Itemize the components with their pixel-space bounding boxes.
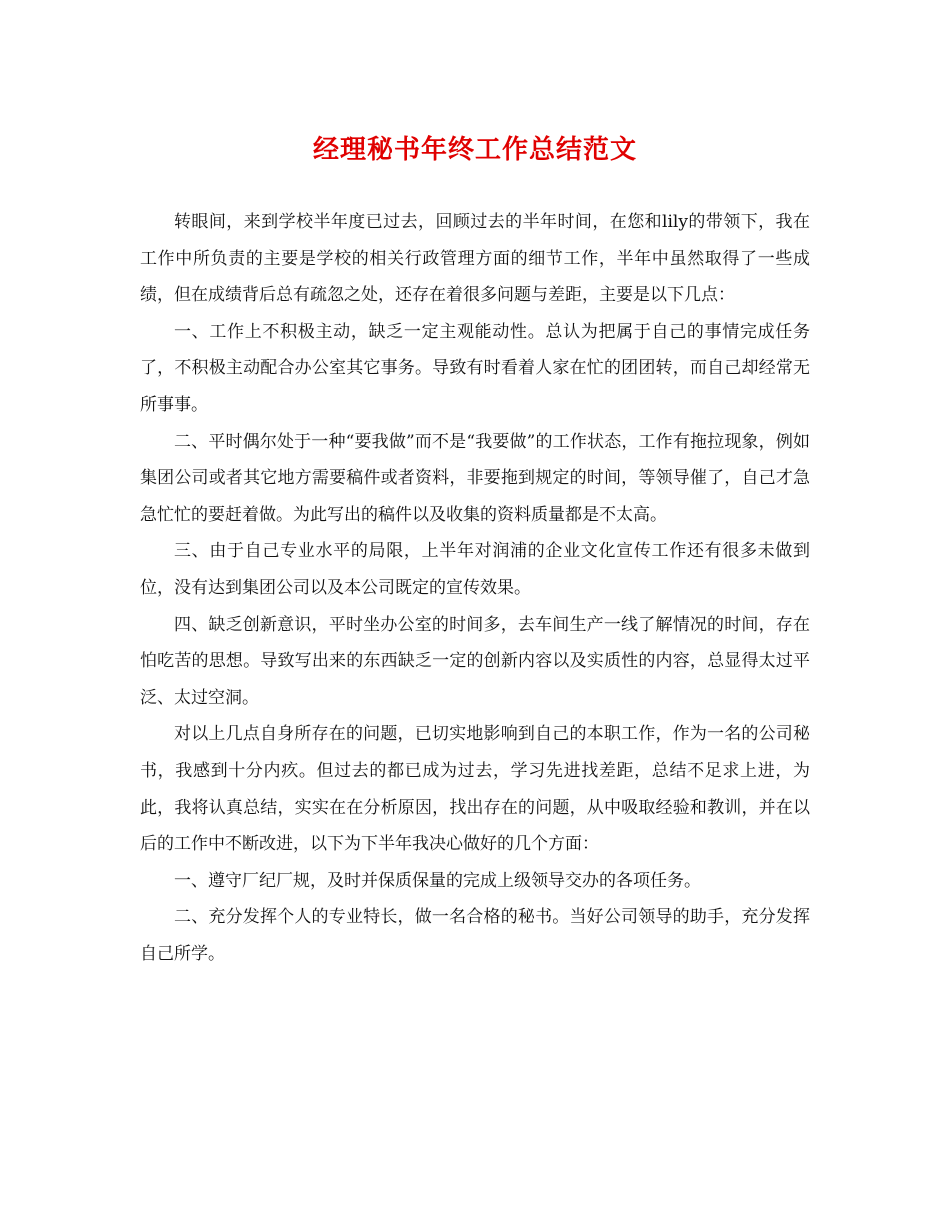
- paragraph-plan-2: 二、充分发挥个人的专业特长，做一名合格的秘书。当好公司领导的助手，充分发挥自己所学。: [140, 907, 810, 964]
- paragraph-issue-2: 二、平时偶尔处于一种“要我做”而不是“我要做”的工作状态，工作有拖拉现象，例如集团公司或者其它地方需要稿件或者资料，非要拖到规定的时间，等领导催了，自己才急急忙忙的要赶着做。为此写出的稿件以及收集的资料质量都是不太高。: [140, 431, 810, 525]
- paragraph-plan-1: 一、遵守厂纪厂规，及时并保质保量的完成上级领导交办的各项任务。: [174, 870, 701, 891]
- document-title: 经理秘书年终工作总结范文: [312, 135, 637, 165]
- paragraph-issue-4: 四、缺乏创新意识，平时坐办公室的时间多，去车间生产一线了解情况的时间，存在怕吃苦的思想。导致写出来的东西缺乏一定的创新内容以及实质性的内容，总显得太过平泛、太过空洞。: [140, 614, 810, 708]
- paragraph-reflection: 对以上几点自身所存在的问题，已切实地影响到自己的本职工作，作为一名的公司秘书，我感到十分内疚。但过去的都已成为过去，学习先进找差距，总结不足求上进，为此，我将认真总结，实实在在分析原因，找出存在的问题，从中吸取经验和教训，并在以后的工作中不断改进，以下为下半年我决心做好的几个方面：: [140, 724, 810, 855]
- paragraph-issue-3: 三、由于自己专业水平的局限，上半年对润浦的企业文化宣传工作还有很多未做到位，没有达到集团公司以及本公司既定的宣传效果。: [140, 541, 810, 598]
- paragraph-intro: 转眼间，来到学校半年度已过去，回顾过去的半年时间，在您和lily的带领下，我在工作中所负责的主要是学校的相关行政管理方面的细节工作，半年中虽然取得了一些成绩，但在成绩背后总有疏忽之处，还存在着很多问题与差距，主要是以下几点：: [140, 212, 810, 306]
- paragraph-issue-1: 一、工作上不积极主动，缺乏一定主观能动性。总认为把属于自己的事情完成任务了，不积极主动配合办公室其它事务。导致有时看着人家在忙的团团转，而自己却经常无所事事。: [140, 321, 810, 415]
- document-body: [140, 204, 810, 972]
